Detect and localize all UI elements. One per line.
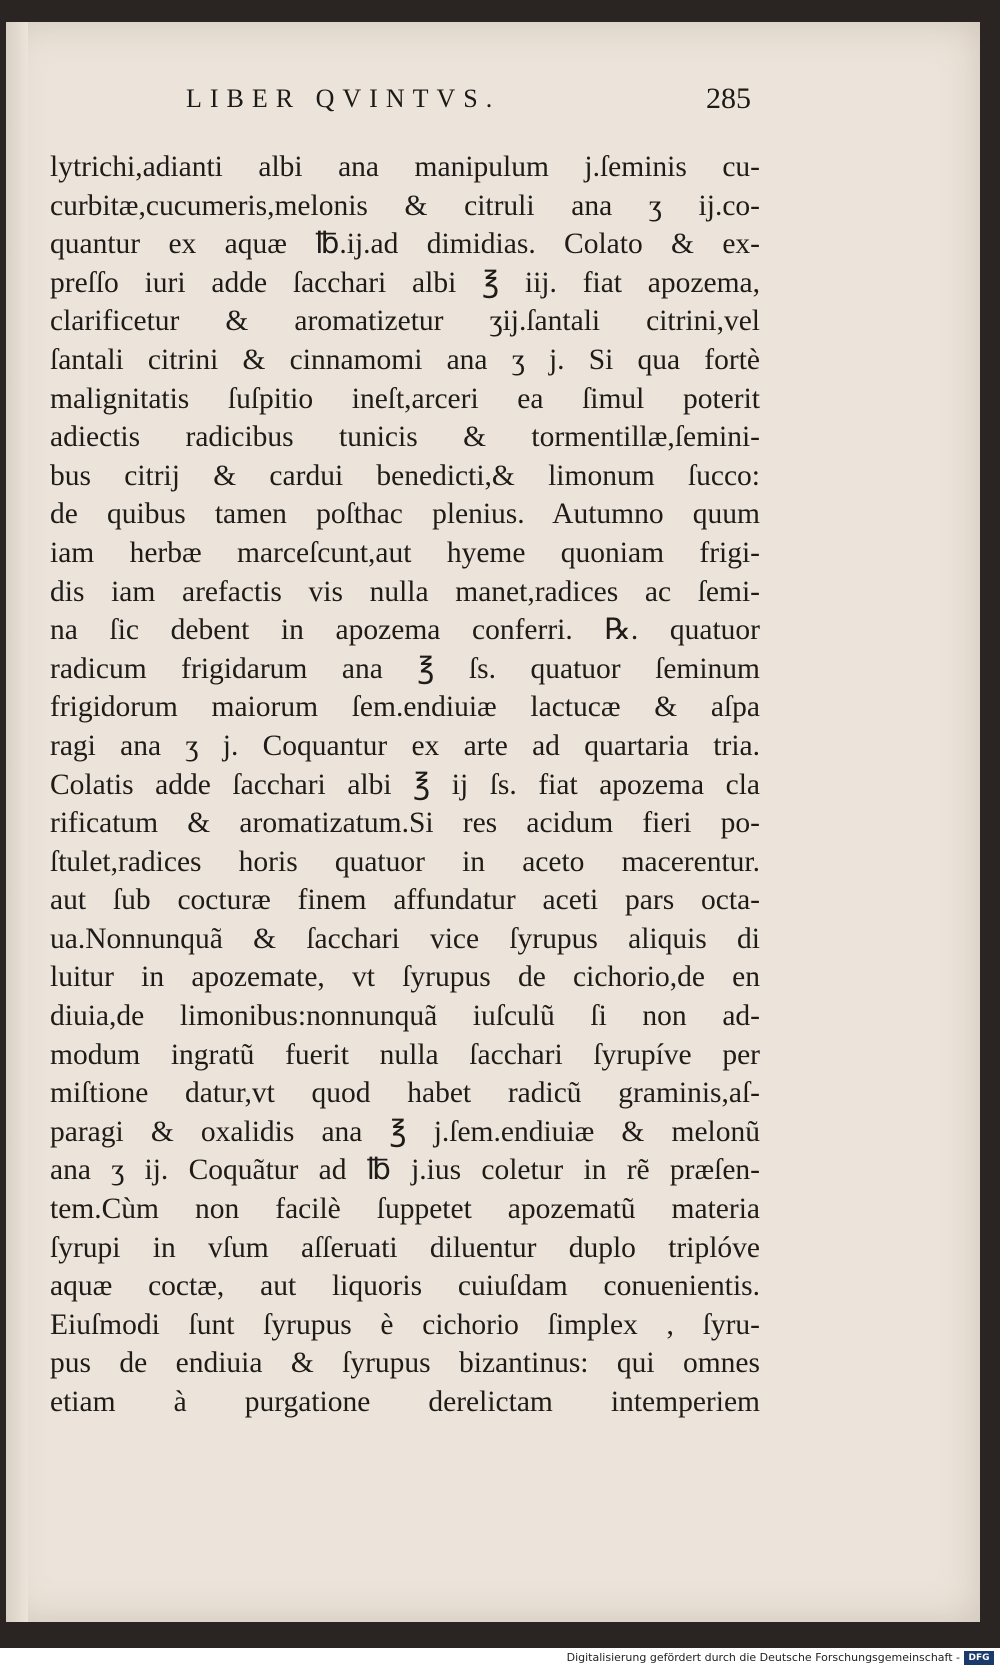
text-line: ſantali citrini & cinnamomi ana ʒ j. Si qua fortè [50,343,760,376]
text-line: de quibus tamen poſthac plenius. Autumno quum [50,498,760,531]
text-line: bus citrij & cardui benedicti,& limonum ſucco: [50,459,760,492]
running-head: LIBER QVINTVS. [186,84,501,113]
text-line: diuia,de limonibus:nonnunquã iuſculũ ſi non ad- [50,1000,760,1033]
text-line: luitur in apozemate, vt ſyrupus de cichorio,de en [50,961,760,994]
text-line: aquæ coctæ, aut liquoris cuiuſdam conuenientis. [50,1270,760,1303]
text-line: modum ingratũ fuerit nulla ſacchari ſyrupíve per [50,1038,760,1071]
text-line: aut ſub cocturæ finem affundatur aceti pars octa- [50,884,760,917]
text-line: quantur ex aquæ ℔.ij.ad dimidias. Colato & ex- [50,228,760,261]
text-line: adiectis radicibus tunicis & tormentillæ,ſemini- [50,421,760,454]
text-line: paragi & oxalidis ana ℥ j.ſem.endiuiæ & melonũ [50,1115,760,1148]
text-line: miſtione datur,vt quod habet radicũ graminis,aſ- [50,1077,760,1110]
footer-credit: Digitalisierung gefördert durch die Deutsche Forschungsgemeinschaft - [566,1651,960,1664]
text-line: ana ʒ ij. Coquãtur ad ℔ j.ius coletur in rẽ præſen- [50,1154,760,1187]
text-line: ſtulet,radices horis quatuor in aceto macerentur. [50,845,760,878]
text-line: rificatum & aromatizatum.Si res acidum fieri po- [50,807,760,840]
text-line: etiam à purgatione derelictam intemperiem [50,1386,760,1418]
text-line: curbitæ,cucumeris,melonis & citruli ana ʒ ij.co- [50,189,760,222]
text-line: radicum frigidarum ana ℥ ſs. quatuor ſeminum [50,652,760,685]
text-line: ragi ana ʒ j. Coquantur ex arte ad quartaria tria. [50,729,760,762]
text-line: frigidorum maiorum ſem.endiuiæ lactucæ & aſpa [50,691,760,724]
text-line: Colatis adde ſacchari albi ℥ ij ſs. fiat apozema cla [50,768,760,801]
text-line: dis iam arefactis vis nulla manet,radices ac ſemi- [50,575,760,608]
footer-bar [0,1648,1000,1670]
body-text [50,148,760,1422]
text-line: pus de endiuia & ſyrupus bizantinus: qui omnes [50,1347,760,1380]
text-line: tem.Cùm non facilè ſuppetet apozematũ materia [50,1193,760,1226]
text-line: na ſic debent in apozema conferri. ℞. quatuor [50,614,760,647]
page-number: 285 [706,82,751,115]
dfg-logo: DFG [964,1651,994,1665]
text-line: clarificetur & aromatizetur ʒij.ſantali citrini,vel [50,305,760,338]
text-line: ſyrupi in vſum aſſeruati diluentur duplo triplóve [50,1231,760,1264]
text-line: preſſo iuri adde ſacchari albi ℥ iij. fiat apozema, [50,266,760,299]
text-line: ua.Nonnunquã & ſacchari vice ſyrupus aliquis di [50,922,760,955]
book-page [6,22,980,1622]
text-line: Eiuſmodi ſunt ſyrupus è cichorio ſimplex , ſyru- [50,1308,760,1341]
page-gutter-edge [6,22,28,1622]
text-line: lytrichi,adianti albi ana manipulum j.ſeminis cu- [50,151,760,183]
text-line: iam herbæ marceſcunt,aut hyeme quoniam frigi- [50,536,760,569]
text-line: malignitatis ſuſpitio ineſt,arceri ea ſimul poterit [50,382,760,415]
